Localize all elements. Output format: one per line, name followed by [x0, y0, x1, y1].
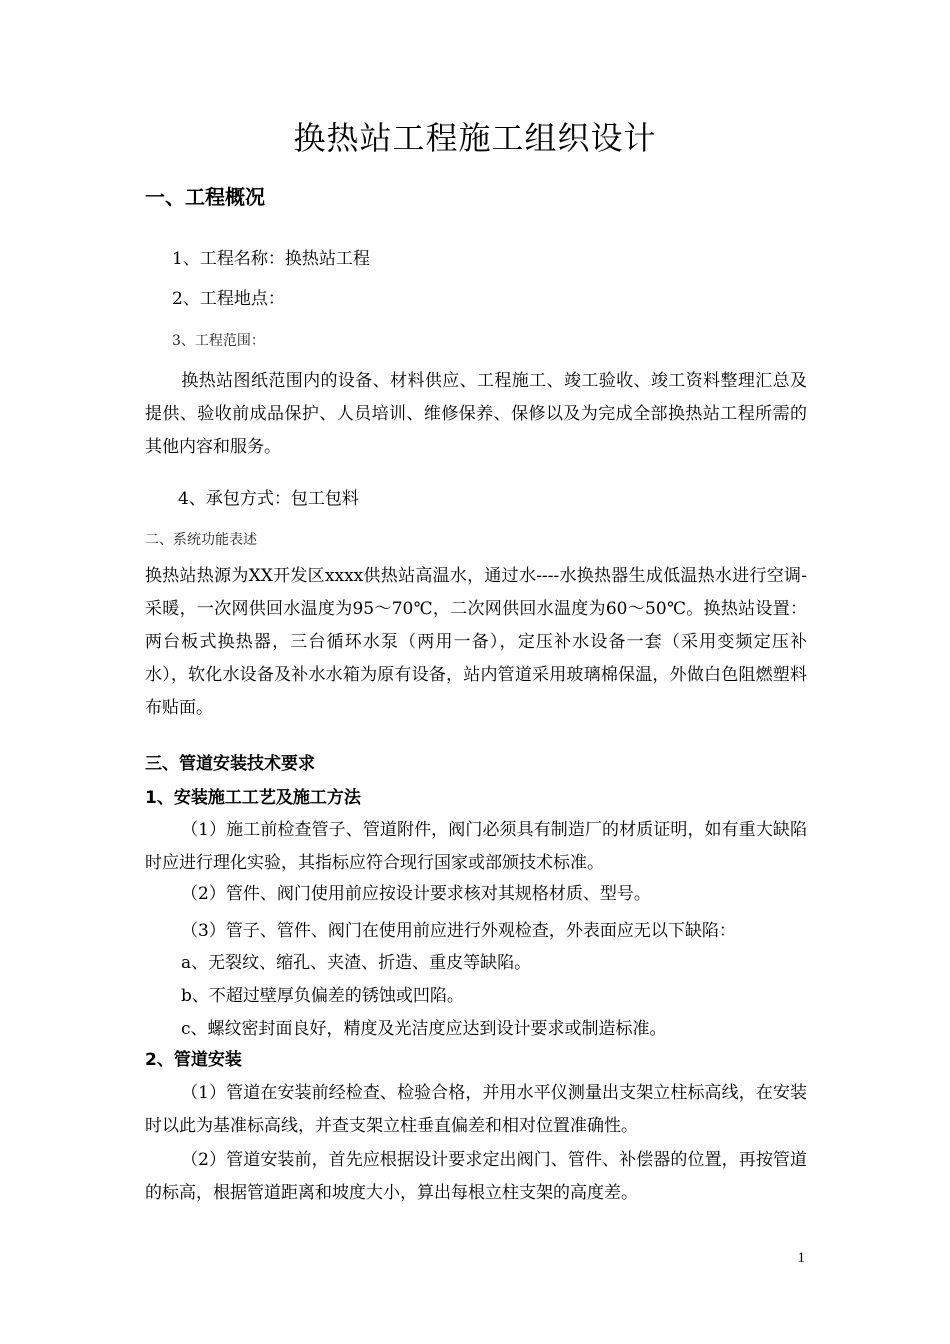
section3-heading: 三、管道安装技术要求: [145, 754, 315, 774]
fitting-check-item: （2）管件、阀门使用前应按设计要求核对其规格材质、型号。: [181, 884, 651, 904]
scope-paragraph-text: 换热站图纸范围内的设备、材料供应、工程施工、竣工验收、竣工资料整理汇总及提供、验收前成品保护、人员培训、维修保养、保修以及为完成全部换热站工程所需的其他内容和服务。: [145, 371, 807, 457]
project-scope-item: 3、工程范围：: [172, 333, 265, 349]
pipe-install-paragraph-2: [145, 1144, 807, 1210]
defect-item-c: c、螺纹密封面良好，精度及光洁度应达到设计要求或制造标准。: [181, 1019, 667, 1039]
defect-item-b: b、不超过壁厚负偏差的锈蚀或凹陷。: [181, 986, 464, 1006]
defect-item-a: a、无裂纹、缩孔、夹渣、折造、重皮等缺陷。: [181, 953, 532, 973]
page-number: 1: [797, 1250, 805, 1266]
system-description-paragraph: 换热站热源为XX开发区xxxx供热站高温水，通过水----水换热器生成低温热水进行空调-采暖，一次网供回水温度为95～70℃，二次网供回水温度为60～50℃。换热站设置：两台板式换热器，三台循环水泵（两用一备），定压补水设备一套（采用变频定压补水），软化水设备及补水水箱为原有设备，站内管道采用玻璃棉保温，外做白色阻燃塑料布贴面。: [145, 566, 807, 718]
project-location-item: 2、工程地点：: [172, 289, 285, 309]
material-inspection-paragraph: [145, 814, 807, 880]
subsection1-heading: 1、安装施工工艺及施工方法: [145, 788, 361, 808]
pipe-install-text-1: （1）管道在安装前经检查、检验合格，并用水平仪测量出支架立柱标高线，在安装时以此为基准标高线，并查支架立柱垂直偏差和相对位置准确性。: [145, 1083, 807, 1136]
pipe-install-paragraph-1: [145, 1077, 807, 1143]
subsection2-heading: 2、管道安装: [145, 1050, 242, 1070]
section2-heading: 二、系统功能表述: [145, 532, 257, 548]
document-title: 换热站工程施工组织设计: [293, 119, 657, 157]
scope-paragraph: [145, 365, 807, 464]
contract-method-item: 4、承包方式：包工包料: [178, 489, 359, 509]
visual-inspection-item: （3）管子、管件、阀门在使用前应进行外观检查，外表面应无以下缺陷：: [181, 921, 736, 941]
pipe-install-text-2: （2）管道安装前，首先应根据设计要求定出阀门、管件、补偿器的位置，再按管道的标高，根据管道距离和坡度大小，算出每根立柱支架的高度差。: [145, 1150, 807, 1203]
section1-heading: 一、工程概况: [145, 185, 265, 209]
material-inspection-text: （1）施工前检查管子、管道附件，阀门必须具有制造厂的材质证明，如有重大缺陷时应进行理化实验，其指标应符合现行国家或部颁技术标准。: [145, 820, 807, 873]
project-name-item: 1、工程名称：换热站工程: [172, 249, 370, 269]
